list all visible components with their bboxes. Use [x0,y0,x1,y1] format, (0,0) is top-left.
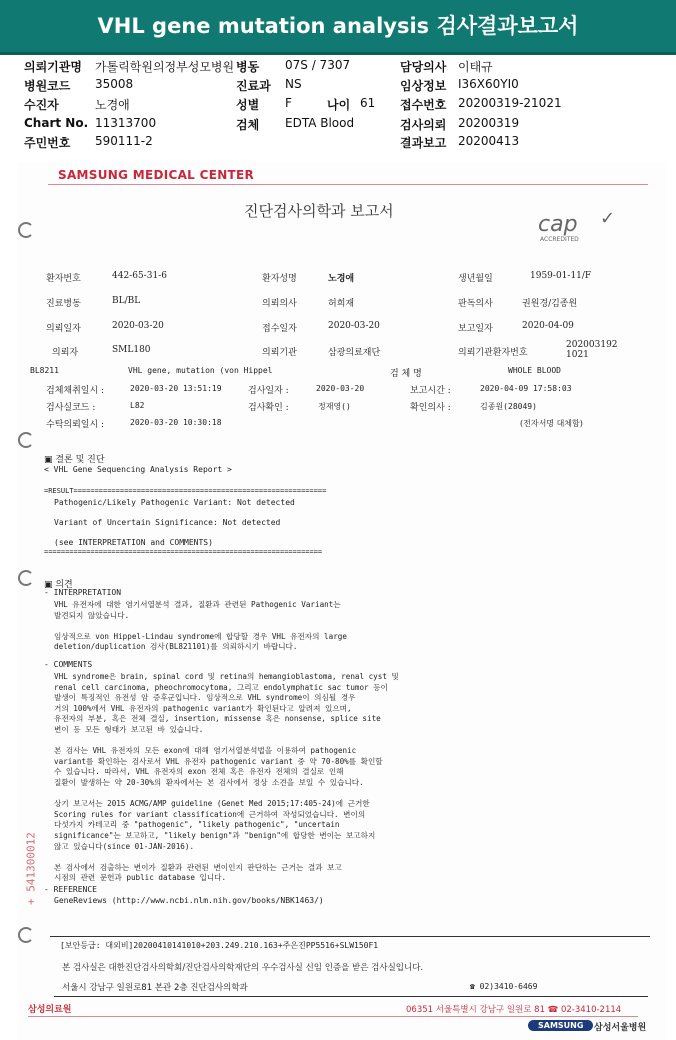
brand-underline [48,184,648,185]
comments-line: 변이 등 모든 형태가 보고된 바 있습니다. [54,725,204,734]
interp-line: 발견되지 않았습니다. [54,610,130,620]
rpt-time-label: 보고시간 : [410,386,451,396]
label-request-date: 검사의뢰 [400,118,447,132]
value-resident-no: 590111-2 [95,134,153,148]
cap-check-icon: ✓ [600,208,616,229]
comments-line: 않고 있습니다(since 01-JAN-2016). [54,841,195,851]
footer-address: 06351 서울특별시 강남구 일원로 81 ☎ 02-3410-2114 [406,1005,622,1015]
label-ward: 병동 [236,60,260,74]
ref-org: 삼광의료재단 [328,348,381,358]
specimen-name: WHOLE BLOOD [508,366,561,375]
value-age: 61 [360,96,376,110]
brand-name: SAMSUNG MEDICAL CENTER [58,168,255,182]
label-physician: 담당의사 [400,60,447,74]
punch-hole-icon [18,222,34,238]
comments-line: renal cell carcinoma, pheochromocytoma, 그리고 endolymphatic sac tumor 등이 [54,682,388,692]
rpt-date-label: 보고일자 [458,324,493,334]
specimen-name-label: 검 체 명 [390,369,422,379]
punch-hole-icon [18,432,34,448]
label-resident-no: 주민번호 [24,136,71,150]
verify: 정재영() [318,402,351,411]
value-institution: 가톨릭학원의정부성모병원 [95,60,235,74]
value-department: NS [285,77,302,91]
label-report-date: 결과보고 [400,136,447,150]
comments-line: 본 검사는 VHL 유전자의 모든 exon에 대해 염기서열분석법을 이용하여 pathogenic [54,746,357,756]
collect-label: 검체채취일시 : [46,386,105,396]
patient-no: 442-65-31-6 [112,271,167,281]
label-chart-no: Chart No. [24,116,89,130]
lab-rcv-label: 검사일자 : [248,386,289,396]
value-chart-no: 11313700 [95,116,157,130]
patient-no-label: 환자번호 [46,274,81,284]
patient-name: 노경애 [328,274,355,284]
result-line1: Pathogenic/Likely Pathogenic Variant: Not detected [54,498,295,507]
side-code: + 541300012 [24,832,38,905]
ref-org-label: 의뢰기관 [262,348,297,358]
label-accession-no: 접수번호 [400,98,447,112]
value-physician: 이태규 [458,60,493,74]
footer-left-logo: 삼성의료원 [28,1005,72,1015]
label-clinical-info: 임상정보 [400,79,447,93]
ref-patient-no: 2020031921021 [566,340,618,360]
ward-label: 진료병동 [46,299,81,309]
ward: BL/BL [112,296,141,306]
interp-line: VHL 유전자에 대한 염기서열분석 결과, 질환과 관련된 Pathogenic Variant는 [54,600,341,609]
comments-line: 거의 100%에서 VHL 유전자의 pathogenic variant가 확인된다고 알려져 있으며, [54,703,352,713]
punch-hole-icon [18,927,34,943]
comments-line: 유전자의 부분, 혹은 전체 결실, insertion, missense 혹은 nonsense, splice site [54,714,381,724]
rpt-time: 2020-04-09 17:58:03 [480,384,572,393]
section-conclusion: ▣ 결론 및 진단 [44,455,105,465]
footer-red-rule [28,1016,638,1017]
rpt-date: 2020-04-09 [522,321,574,331]
label-hospital-code: 병원코드 [24,79,71,93]
result-head: =RESULT============================================================ [44,487,327,495]
doc-title: 진단검사의학과 보고서 [244,202,394,220]
value-patient: 노경애 [95,98,130,112]
test-name: VHL gene, mutation (von Hippel [128,366,273,375]
test-code: BL8211 [30,366,59,375]
confirm: 김종원(28049) [480,402,537,411]
label-institution: 의뢰기관명 [24,60,82,74]
rcv-date-label: 접수일자 [262,324,297,334]
interp-head: - INTERPRETATION [44,588,122,597]
rcv-date: 2020-03-20 [328,321,380,331]
comments-line: significance"는 보고하고, "likely benign"과 "benign"에 합당한 변이는 보고하지 [54,831,376,840]
ref-patient-no-label: 의뢰기관환자번호 [458,348,528,358]
label-age: 나이 [327,98,351,112]
reference-head: - REFERENCE [44,885,97,894]
comments-line: 상기 보고서는 2015 ACMG/AMP guideline (Genet Med 2015;17:405-24)에 근거한 [54,799,370,809]
patient-name-label: 환자성명 [262,274,297,284]
req-date-label: 의뢰일자 [46,324,81,334]
label-department: 진료과 [236,79,271,93]
cap-accredited: ACCREDITED [540,236,579,243]
comments-line: 다섯가지 카테고리 중 "pathogenic", "likely pathogenic", "uncertain [54,820,340,830]
value-sex: F [285,96,292,110]
lab-code: L82 [130,401,145,410]
certification: 본 검사실은 대한진단검사의학회/진단검사의학재단의 우수검사실 신임 인증을 받은 검사실입니다. [62,963,424,973]
value-request-date: 20200319 [458,116,520,130]
section-conclusion-sub: < VHL Gene Sequencing Analysis Report > [44,465,232,474]
label-sex: 성별 [236,98,260,112]
comments-line: variant를 확인하는 검사로서 VHL 유전자 pathogenic variant 중 약 70-80%를 확인할 [54,756,383,766]
ref-doc-label: 의뢰의사 [262,299,297,309]
comments-head: - COMMENTS [44,660,93,669]
accept: 2020-03-20 10:30:18 [130,418,222,427]
footer-rule [50,936,650,937]
label-specimen: 검체 [236,118,260,132]
security-stamp: [보안등급: 대외비]20200410141010+203.249.210.163+주은진PP5516+SLW150F1 [60,941,379,950]
accept-label: 수탁의뢰일시 : [46,420,105,430]
ref-label: 의뢰자 [52,348,79,358]
value-accession-no: 20200319-21021 [458,96,562,110]
label-patient: 수진자 [24,98,59,112]
value-hospital-code: 35008 [95,77,134,91]
comments-line: 본 검사에서 검출하는 변이가 질환과 관련된 변이인지 판단하는 근거는 결과 보고 [54,862,342,872]
lab-code-label: 검사실코드 : [46,403,96,413]
lab-rcv: 2020-03-20 [316,384,365,393]
lab-phone: ☎ 02)3410-6469 [470,982,538,991]
comments-line: 수 있습니다. 따라서, VHL 유전자의 exon 전체 혹은 유전자 전체의 결실로 인해 [54,767,344,777]
comments-line: Scoring rules for variant classification에 근거하여 작성되었습니다. 변이의 [54,809,366,819]
dob: 1959-01-11/F [530,271,592,281]
cap-logo: cap [538,212,578,237]
dob-label: 생년월일 [458,274,493,284]
footer-right-logo: 삼성서울병원 [594,1023,647,1033]
req-date: 2020-03-20 [112,321,164,331]
reference-text: GeneReviews (http://www.ncbi.nlm.nih.gov/books/NBK1463/) [54,896,324,905]
lab-address: 서울시 강남구 일원로81 본관 2층 진단검사의학과 [62,983,248,993]
section-opinion: ▣ 의견 [44,580,73,590]
interp-line: deletion/duplication 검사(BL821101)를 의뢰하시기 바랍니다. [54,642,298,651]
confirm-label: 확인의사 : [410,403,451,413]
value-report-date: 20200413 [458,134,520,148]
collect: 2020-03-20 13:51:19 [130,384,222,393]
footer-samsung-logo: SAMSUNG [528,1020,593,1031]
result-line2: Variant of Uncertain Significance: Not detected [54,518,281,527]
value-specimen: EDTA Blood [285,116,355,130]
verify-label: 검사확인 : [248,403,289,413]
comments-line: 발생이 특징적인 유전성 암 증후군입니다. 임상적으로 VHL syndrome이 의심될 경우 [54,693,356,703]
address-rule [54,996,648,997]
interp-line: 임상적으로 von Hippel-Lindau syndrome에 합당할 경우 VHL 유전자의 large [54,631,347,641]
ref: SML180 [112,345,151,355]
comments-line: 시점의 관련 문헌과 public database 입니다. [54,873,227,883]
reader: 권원경/김종원 [522,299,578,309]
result-line3: (see INTERPRETATION and COMMENTS) [54,538,213,547]
result-end: ================================================================== [44,548,323,556]
value-ward: 07S / 7307 [285,58,351,72]
ref-doc: 허희재 [328,299,355,309]
report-title-banner: VHL gene mutation analysis 검사결과보고서 [0,0,676,55]
comments-line: 질환이 발생하는 약 20-30%의 환자에서는 본 검사에서 정상 소견을 보일 수 있습니다. [54,778,364,787]
punch-hole-icon [18,570,34,586]
reader-label: 판독의사 [458,299,493,309]
value-clinical-info: I36X60YI0 [458,77,519,91]
esign: (전자서명 대체함) [520,419,583,428]
comments-line: VHL syndrome은 brain, spinal cord 및 retina의 hemangioblastoma, renal cyst 및 [54,672,399,681]
scanned-report [18,162,666,1040]
